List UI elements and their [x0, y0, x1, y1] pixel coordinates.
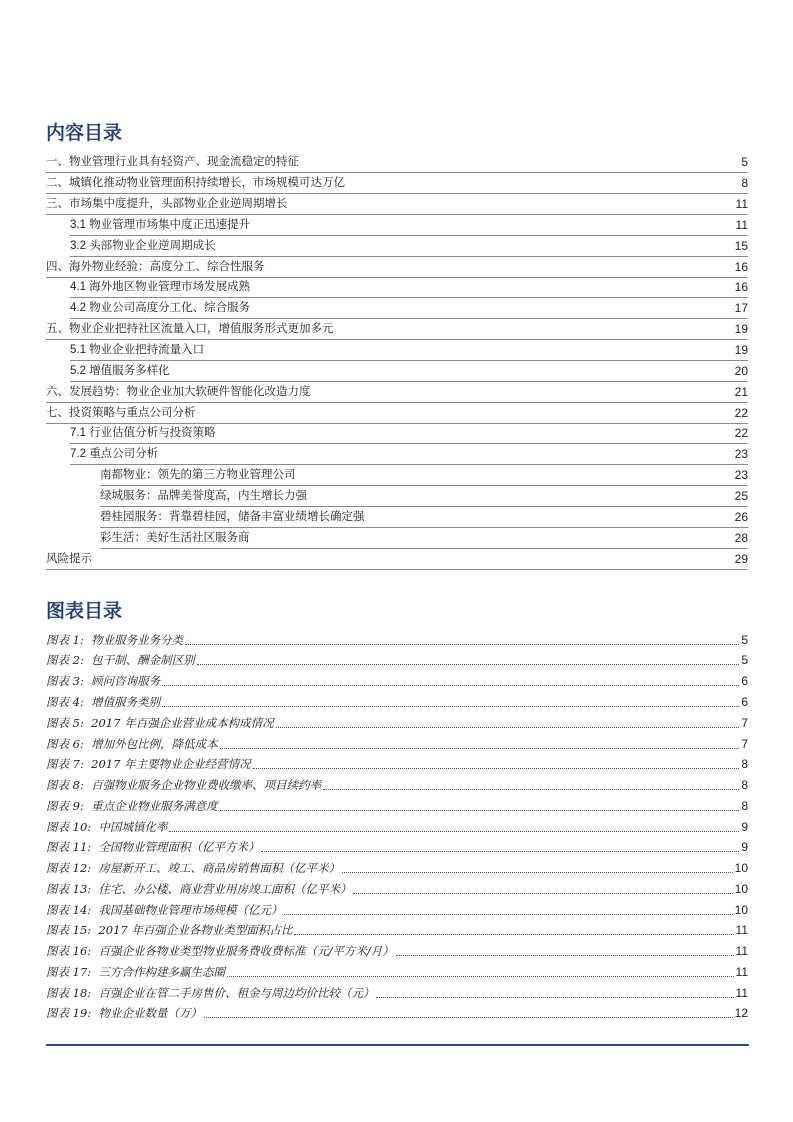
toc-entry-page: 17: [734, 301, 748, 315]
figure-entry-page: 11: [735, 986, 748, 1000]
leader-dots: [204, 1016, 733, 1018]
leader-dots: [284, 913, 732, 915]
toc-entry[interactable]: [46, 549, 748, 570]
figure-entry-page: 11: [735, 923, 748, 937]
figure-entry-page: 5: [741, 633, 748, 647]
figure-entry-label: 图表 8: 百强物业服务企业物业费收缴率、项目续约率: [46, 778, 322, 792]
toc-entry-page: 23: [734, 447, 748, 461]
figure-entry[interactable]: [46, 900, 748, 920]
leader-dots: [342, 871, 733, 873]
figure-entry-page: 8: [741, 757, 748, 771]
leader-dots: [253, 767, 740, 769]
toc-entry-label: 4.2 物业公司高度分工化、综合服务: [70, 300, 251, 314]
toc-entry[interactable]: [100, 486, 748, 507]
toc-entry-page: 11: [735, 218, 748, 232]
toc-entry[interactable]: [70, 277, 748, 298]
toc-entry[interactable]: [100, 465, 748, 486]
toc-entry-label: 六、发展趋势：物业企业加大软硬件智能化改造力度: [46, 384, 311, 398]
figure-entry[interactable]: [46, 962, 748, 982]
toc-entry-label: 7.1 行业估值分析与投资策略: [70, 425, 216, 439]
footer-divider: [46, 1044, 749, 1046]
leader-dots: [162, 684, 739, 686]
figure-entry[interactable]: [46, 920, 748, 940]
figure-entry-label: 图表 10: 中国城镇化率: [46, 820, 168, 834]
figure-entry-page: 7: [741, 737, 748, 751]
toc-entry-label: 彩生活：美好生活社区服务商: [100, 530, 250, 544]
figure-entry-page: 8: [741, 799, 748, 813]
toc-entry-label: 风险提示: [46, 551, 92, 565]
figure-entry[interactable]: [46, 713, 748, 733]
leader-dots: [323, 788, 739, 790]
figure-entry-label: 图表 7: 2017 年主要物业企业经营情况: [46, 757, 251, 771]
figure-entry-label: 图表 6: 增加外包比例，降低成本: [46, 737, 218, 751]
toc-entry-page: 16: [734, 280, 748, 294]
figure-entry-label: 图表 14: 我国基础物业管理市场规模（亿元）: [46, 903, 283, 917]
leader-dots: [294, 933, 733, 935]
figure-entry-page: 7: [741, 716, 748, 730]
toc-entry[interactable]: [46, 319, 748, 340]
toc-entry[interactable]: [100, 528, 748, 549]
figure-entry[interactable]: [46, 734, 748, 754]
figure-entry-label: 图表 12: 房屋新开工、竣工、商品房销售面积（亿平米）: [46, 861, 340, 875]
figure-entry-label: 图表 17: 三方合作构建多赢生态圈: [46, 965, 225, 979]
toc-entry[interactable]: [100, 507, 748, 528]
toc-entry[interactable]: [70, 361, 748, 382]
toc-entry-label: 三、市场集中度提升，头部物业企业逆周期增长: [46, 196, 288, 210]
figure-entry-page: 9: [741, 840, 748, 854]
figure-entry[interactable]: [46, 796, 748, 816]
figure-entry-label: 图表 13: 住宅、办公楼、商业营业用房竣工面积（亿平米）: [46, 882, 352, 896]
toc-entry-page: 11: [735, 197, 748, 211]
toc-entry-page: 8: [741, 176, 748, 190]
figure-entry[interactable]: [46, 671, 748, 691]
leader-dots: [261, 850, 739, 852]
toc-entry[interactable]: [70, 215, 748, 236]
figure-entry-page: 11: [735, 965, 748, 979]
toc-entry-page: 25: [734, 489, 748, 503]
figure-entry[interactable]: [46, 1003, 748, 1023]
figure-entry[interactable]: [46, 630, 748, 650]
figure-entry-page: 5: [741, 653, 748, 667]
toc-entry-label: 5.1 物业企业把持流量入口: [70, 342, 205, 356]
toc-entry-page: 19: [734, 343, 748, 357]
toc-entry[interactable]: [70, 236, 748, 257]
figure-entry-label: 图表 5: 2017 年百强企业营业成本构成情况: [46, 716, 274, 730]
figure-entry-label: 图表 2: 包干制、酬金制区别: [46, 653, 195, 667]
figure-entry[interactable]: [46, 775, 748, 795]
toc-entry-label: 南都物业：领先的第三方物业管理公司: [100, 467, 296, 481]
toc-entry-label: 七、投资策略与重点公司分析: [46, 405, 196, 419]
toc-entry-label: 3.2 头部物业企业逆周期成长: [70, 238, 216, 252]
toc-entry[interactable]: [46, 173, 748, 194]
figure-entry[interactable]: [46, 983, 748, 1003]
figure-entry-label: 图表 16: 百强企业各物业类型物业服务费收费标准（元/平方米/月）: [46, 944, 394, 958]
leader-dots: [185, 643, 739, 645]
figure-entry[interactable]: [46, 941, 748, 961]
toc-entry[interactable]: [46, 382, 748, 403]
toc-entry-label: 碧桂园服务：背靠碧桂园，储备丰富业绩增长确定强: [100, 509, 365, 523]
figure-entry-page: 10: [734, 882, 748, 896]
toc-entry[interactable]: [46, 257, 748, 278]
figure-entry[interactable]: [46, 650, 748, 670]
toc-entry-label: 4.1 海外地区物业管理市场发展成熟: [70, 279, 251, 293]
toc-entry-page: 16: [734, 260, 748, 274]
figure-entry-label: 图表 18: 百强企业在管二手房售价、租金与周边均价比较（元）: [46, 986, 375, 1000]
figure-entry-label: 图表 4: 增值服务类别: [46, 695, 161, 709]
toc-entry-page: 15: [734, 239, 748, 253]
figure-entry-page: 9: [741, 820, 748, 834]
toc-entry-label: 五、物业企业把持社区流量入口，增值服务形式更加多元: [46, 321, 334, 335]
leader-dots: [220, 747, 740, 749]
toc-entry-label: 二、城镇化推动物业管理面积持续增长，市场规模可达万亿: [46, 175, 345, 189]
toc-entry-label: 一、物业管理行业具有轻资产、现金流稳定的特征: [46, 154, 299, 168]
leader-dots: [376, 996, 733, 998]
toc-entry[interactable]: [70, 340, 748, 361]
leader-dots: [197, 663, 740, 665]
figure-entry[interactable]: [46, 692, 748, 712]
figure-entry[interactable]: [46, 817, 748, 837]
toc-entry[interactable]: [70, 444, 748, 465]
leader-dots: [353, 892, 732, 894]
toc-entry-page: 5: [741, 155, 748, 169]
toc-entry-page: 26: [734, 510, 748, 524]
toc-entry-page: 23: [734, 468, 748, 482]
toc-entry-label: 四、海外物业经验：高度分工、综合性服务: [46, 259, 265, 273]
toc-entry-page: 22: [734, 406, 748, 420]
leader-dots: [169, 830, 739, 832]
figure-entry-page: 11: [735, 944, 748, 958]
figures-title: 图表目录: [46, 600, 123, 622]
toc-entry-page: 21: [734, 385, 748, 399]
toc-entry[interactable]: [46, 403, 748, 424]
toc-entry-label: 绿城服务：品牌美誉度高，内生增长力强: [100, 488, 307, 502]
toc-entry[interactable]: [46, 152, 748, 173]
leader-dots: [227, 975, 734, 977]
toc-entry-page: 22: [734, 426, 748, 440]
leader-dots: [162, 705, 739, 707]
toc-entry-page: 20: [734, 364, 748, 378]
figure-entry[interactable]: [46, 754, 748, 774]
figure-entry-page: 8: [741, 778, 748, 792]
figure-entry-page: 12: [734, 1006, 748, 1020]
toc-entry-page: 19: [734, 322, 748, 336]
figure-entry[interactable]: [46, 879, 748, 899]
toc-entry[interactable]: [46, 194, 748, 215]
figure-entry-label: 图表 19: 物业企业数量（万）: [46, 1006, 202, 1020]
figure-entry-page: 6: [741, 674, 748, 688]
figure-entry-page: 10: [734, 861, 748, 875]
leader-dots: [220, 809, 740, 811]
figure-entry[interactable]: [46, 837, 748, 857]
figure-entry-label: 图表 3: 顾问咨询服务: [46, 674, 161, 688]
toc-entry[interactable]: [70, 423, 748, 444]
toc-title: 内容目录: [46, 122, 123, 144]
figure-entry[interactable]: [46, 858, 748, 878]
leader-dots: [276, 726, 740, 728]
toc-entry-label: 7.2 重点公司分析: [70, 446, 159, 460]
toc-entry-page: 29: [734, 552, 748, 566]
figure-entry-label: 图表 1: 物业服务业务分类: [46, 633, 184, 647]
figure-entry-label: 图表 9: 重点企业物业服务满意度: [46, 799, 218, 813]
leader-dots: [396, 954, 734, 956]
figure-entry-label: 图表 11: 全国物业管理面积（亿平方米）: [46, 840, 260, 854]
figure-entry-label: 图表 15: 2017 年百强企业各物业类型面积占比: [46, 923, 293, 937]
figure-entry-page: 10: [734, 903, 748, 917]
toc-entry[interactable]: [70, 298, 748, 319]
toc-entry-label: 3.1 物业管理市场集中度正迅速提升: [70, 217, 251, 231]
figure-entry-page: 6: [741, 695, 748, 709]
toc-entry-page: 28: [734, 531, 748, 545]
toc-entry-label: 5.2 增值服务多样化: [70, 363, 170, 377]
